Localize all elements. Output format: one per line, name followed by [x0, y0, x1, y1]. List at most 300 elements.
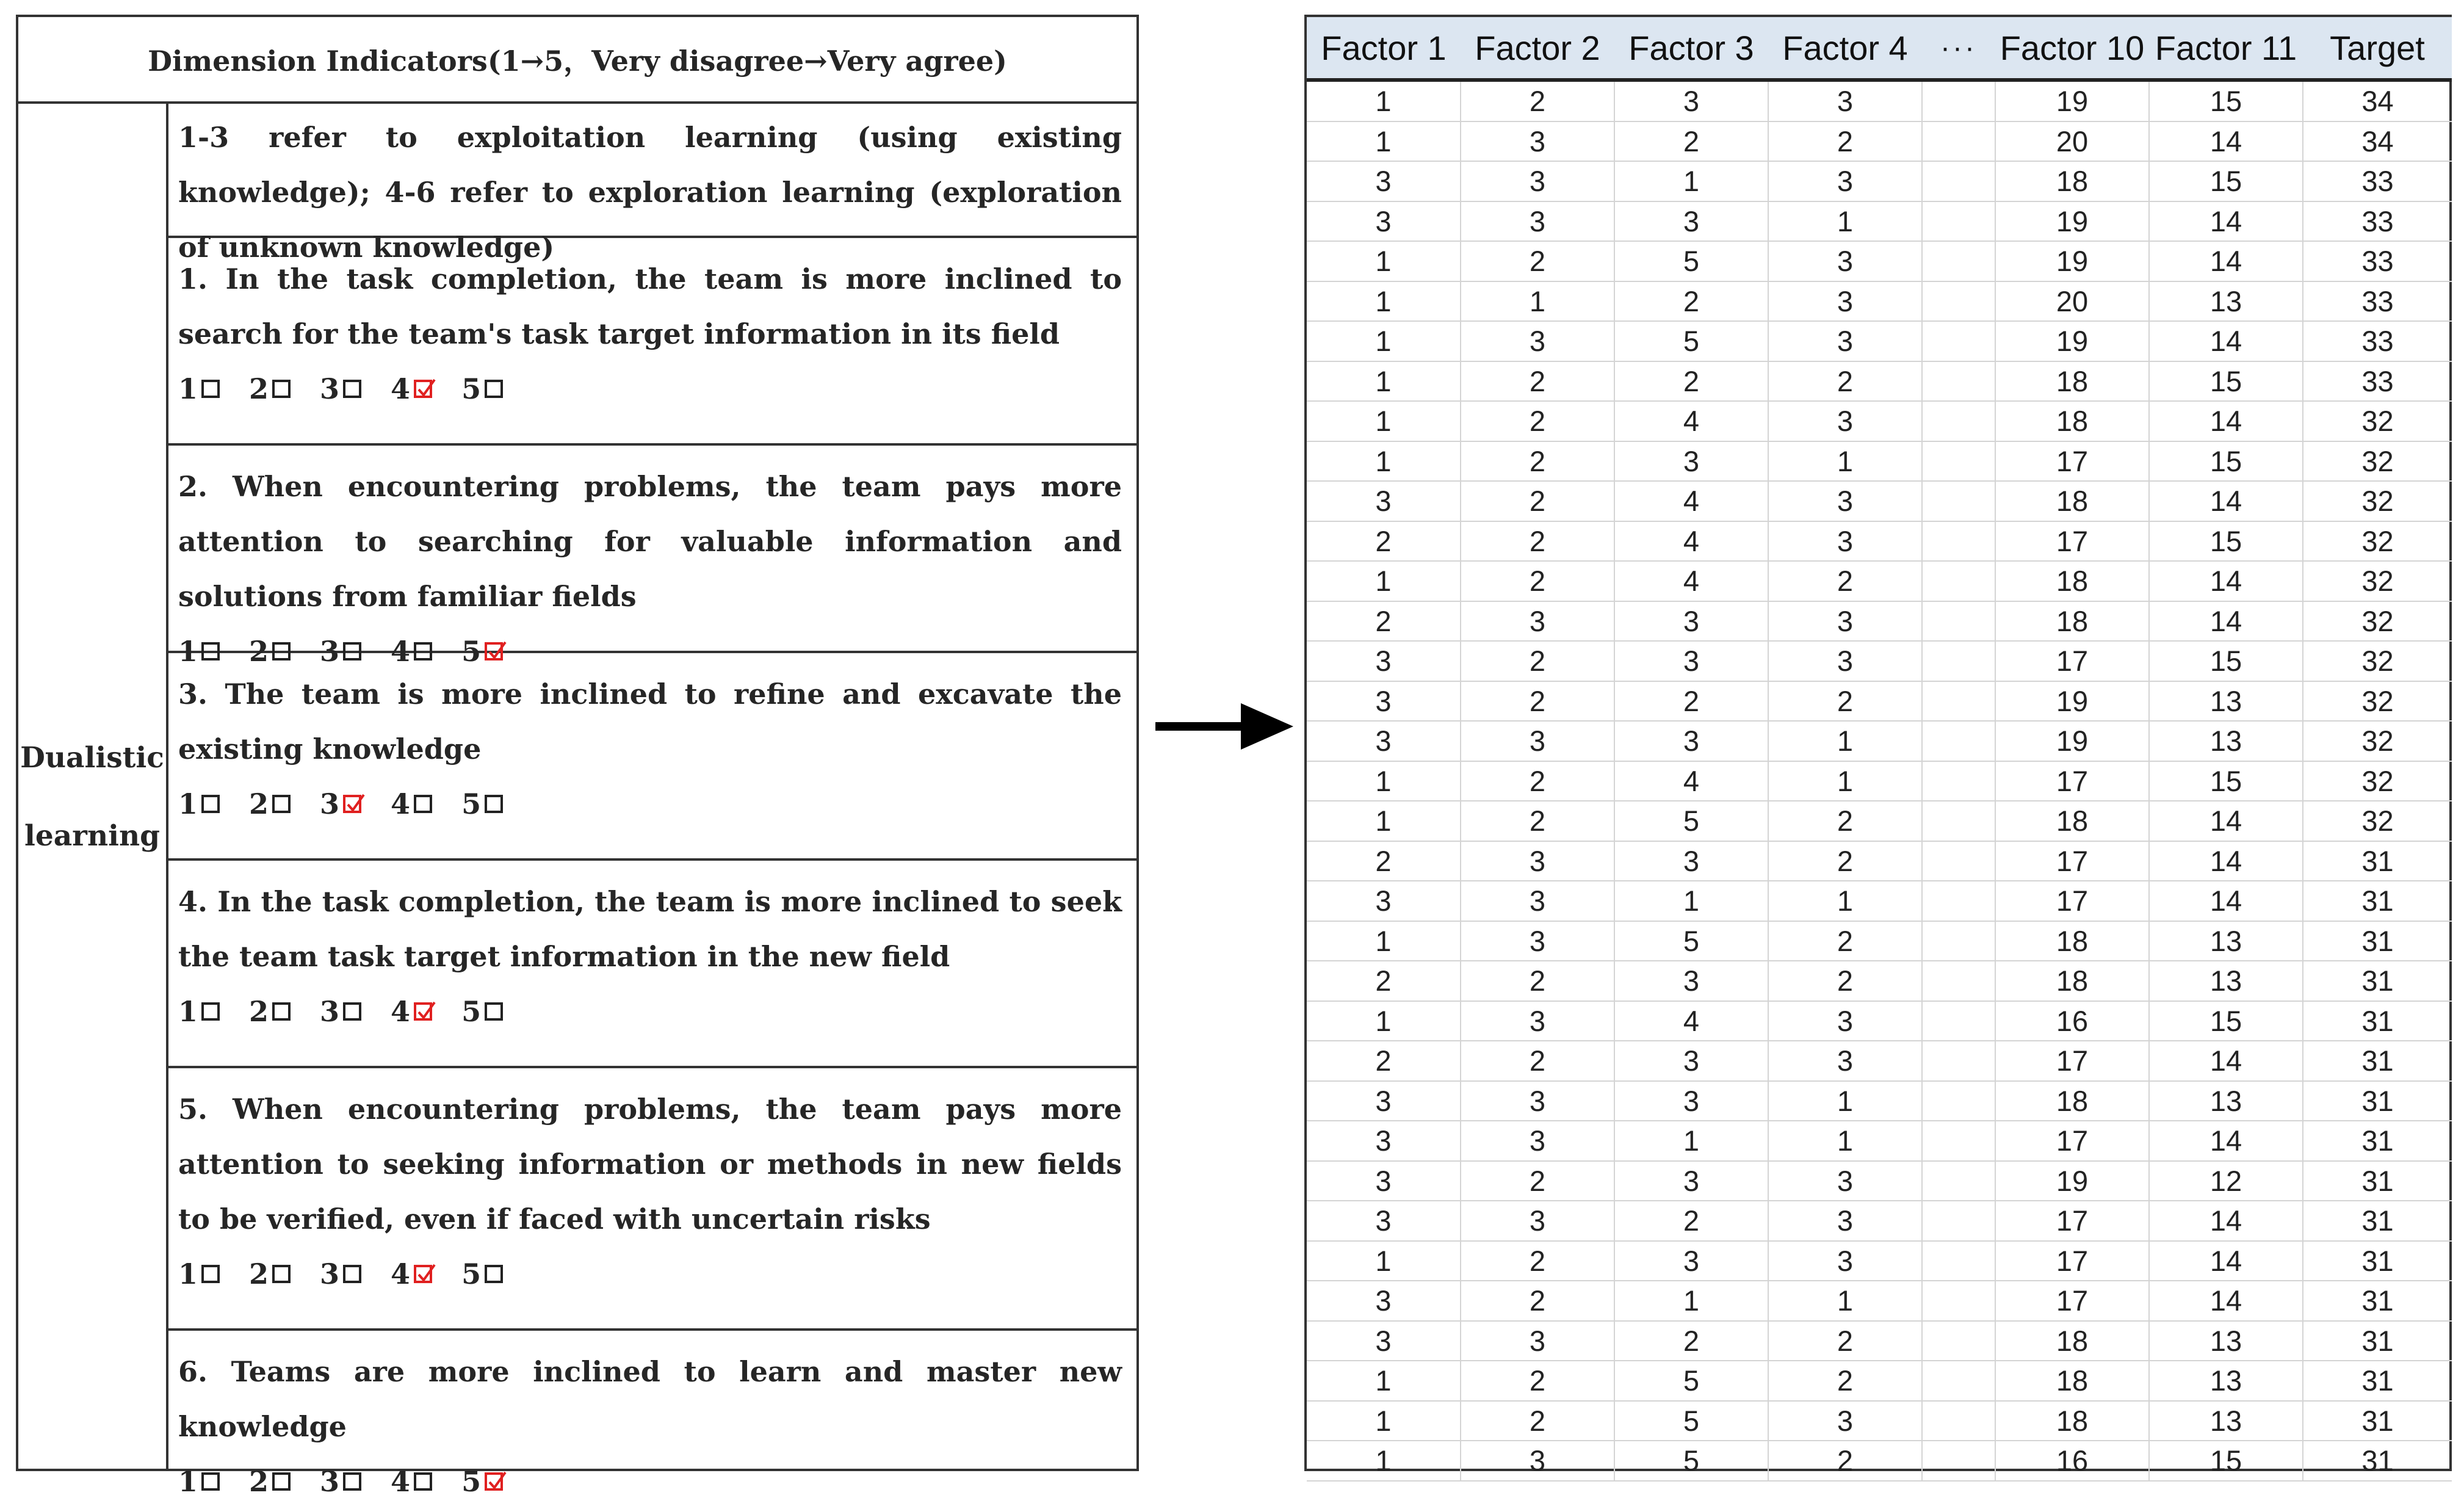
table-cell[interactable]: 2 — [1768, 561, 1922, 601]
table-cell[interactable]: 3 — [1307, 1281, 1461, 1321]
table-cell[interactable] — [1922, 641, 1995, 681]
table-cell[interactable]: 33 — [2303, 281, 2452, 322]
table-cell[interactable]: 3 — [1768, 1041, 1922, 1081]
table-cell[interactable]: 2 — [1461, 361, 1614, 402]
table-cell[interactable] — [1922, 121, 1995, 162]
table-cell[interactable]: 3 — [1614, 1241, 1768, 1281]
rating-option[interactable] — [391, 372, 432, 405]
table-cell[interactable]: 3 — [1614, 201, 1768, 242]
table-cell[interactable]: 31 — [2303, 881, 2452, 921]
table-cell[interactable]: 17 — [1995, 1041, 2149, 1081]
table-cell[interactable]: 2 — [1461, 241, 1614, 281]
checkbox-icon[interactable] — [272, 1472, 291, 1491]
table-cell[interactable]: 14 — [2149, 481, 2303, 521]
table-cell[interactable]: 2 — [1461, 1041, 1614, 1081]
table-cell[interactable]: 14 — [2149, 401, 2303, 441]
table-cell[interactable]: 13 — [2149, 1081, 2303, 1121]
table-cell[interactable]: 1 — [1307, 1001, 1461, 1041]
table-cell[interactable]: 31 — [2303, 1121, 2452, 1161]
table-cell[interactable]: 17 — [1995, 881, 2149, 921]
table-cell[interactable] — [1922, 1321, 1995, 1361]
table-cell[interactable]: 19 — [1995, 80, 2149, 121]
table-cell[interactable]: 14 — [2149, 841, 2303, 881]
table-cell[interactable]: 17 — [1995, 441, 2149, 482]
checked-checkbox-icon[interactable] — [414, 1002, 432, 1021]
table-cell[interactable] — [1922, 921, 1995, 961]
table-cell[interactable]: 3 — [1461, 921, 1614, 961]
table-cell[interactable]: 3 — [1768, 1201, 1922, 1241]
table-cell[interactable]: 3 — [1768, 80, 1922, 121]
table-cell[interactable]: 1 — [1307, 1361, 1461, 1401]
table-cell[interactable]: 31 — [2303, 1001, 2452, 1041]
table-cell[interactable]: 15 — [2149, 1001, 2303, 1041]
table-cell[interactable]: 32 — [2303, 641, 2452, 681]
checkbox-icon[interactable] — [272, 1002, 291, 1021]
table-cell[interactable]: 17 — [1995, 1241, 2149, 1281]
table-cell[interactable]: 2 — [1614, 681, 1768, 722]
table-cell[interactable]: 5 — [1614, 801, 1768, 841]
table-cell[interactable]: 3 — [1461, 601, 1614, 642]
table-cell[interactable]: 3 — [1307, 721, 1461, 761]
table-cell[interactable]: 4 — [1614, 761, 1768, 801]
table-cell[interactable]: 3 — [1307, 881, 1461, 921]
table-cell[interactable]: 2 — [1768, 921, 1922, 961]
table-cell[interactable]: 3 — [1461, 1441, 1614, 1481]
table-cell[interactable]: 2 — [1614, 121, 1768, 162]
table-cell[interactable]: 1 — [1307, 281, 1461, 322]
table-cell[interactable]: 31 — [2303, 1361, 2452, 1401]
table-cell[interactable]: 19 — [1995, 1161, 2149, 1201]
checkbox-icon[interactable] — [201, 380, 220, 398]
table-cell[interactable]: 13 — [2149, 1321, 2303, 1361]
table-cell[interactable]: 2 — [1461, 1161, 1614, 1201]
table-cell[interactable]: 32 — [2303, 721, 2452, 761]
rating-option[interactable] — [178, 1465, 220, 1498]
table-cell[interactable]: 2 — [1307, 601, 1461, 642]
table-cell[interactable]: 2 — [1461, 641, 1614, 681]
table-cell[interactable]: 32 — [2303, 761, 2452, 801]
table-cell[interactable]: 15 — [2149, 641, 2303, 681]
table-cell[interactable]: 2 — [1461, 401, 1614, 441]
table-cell[interactable]: 1 — [1768, 1121, 1922, 1161]
table-cell[interactable]: 3 — [1614, 601, 1768, 642]
table-cell[interactable]: 3 — [1461, 121, 1614, 162]
rating-option[interactable] — [461, 787, 503, 820]
table-cell[interactable]: 19 — [1995, 721, 2149, 761]
table-cell[interactable]: 2 — [1461, 561, 1614, 601]
checked-checkbox-icon[interactable] — [414, 380, 432, 398]
rating-option[interactable] — [249, 995, 291, 1028]
table-cell[interactable] — [1922, 761, 1995, 801]
table-cell[interactable]: 2 — [1461, 1401, 1614, 1441]
table-cell[interactable] — [1922, 681, 1995, 722]
table-cell[interactable]: 5 — [1614, 1401, 1768, 1441]
table-cell[interactable]: 4 — [1614, 401, 1768, 441]
table-cell[interactable]: 2 — [1461, 521, 1614, 562]
table-cell[interactable]: 31 — [2303, 1401, 2452, 1441]
table-cell[interactable]: 32 — [2303, 441, 2452, 482]
table-cell[interactable]: 5 — [1614, 1361, 1768, 1401]
checkbox-icon[interactable] — [201, 1265, 220, 1283]
table-cell[interactable]: 31 — [2303, 1441, 2452, 1481]
rating-option[interactable] — [461, 1257, 503, 1290]
table-cell[interactable]: 1 — [1461, 281, 1614, 322]
table-cell[interactable]: 3 — [1461, 1001, 1614, 1041]
table-cell[interactable]: 1 — [1307, 561, 1461, 601]
table-cell[interactable]: 2 — [1768, 801, 1922, 841]
table-cell[interactable]: 14 — [2149, 1121, 2303, 1161]
table-cell[interactable]: 18 — [1995, 1401, 2149, 1441]
table-cell[interactable]: 1 — [1307, 241, 1461, 281]
table-cell[interactable]: 18 — [1995, 481, 2149, 521]
table-cell[interactable]: 3 — [1307, 641, 1461, 681]
table-cell[interactable]: 1 — [1307, 121, 1461, 162]
table-cell[interactable]: 15 — [2149, 80, 2303, 121]
table-cell[interactable] — [1922, 521, 1995, 562]
table-cell[interactable] — [1922, 1441, 1995, 1481]
table-cell[interactable] — [1922, 321, 1995, 361]
checkbox-icon[interactable] — [343, 1472, 361, 1491]
rating-option[interactable] — [320, 1257, 361, 1290]
table-cell[interactable]: 14 — [2149, 1281, 2303, 1321]
table-cell[interactable]: 1 — [1307, 1401, 1461, 1441]
table-cell[interactable]: 1 — [1768, 201, 1922, 242]
table-cell[interactable]: 3 — [1307, 201, 1461, 242]
table-cell[interactable]: 14 — [2149, 1041, 2303, 1081]
table-cell[interactable] — [1922, 1081, 1995, 1121]
table-cell[interactable]: 2 — [1768, 361, 1922, 402]
table-cell[interactable]: 33 — [2303, 361, 2452, 402]
table-cell[interactable]: 18 — [1995, 161, 2149, 201]
rating-option[interactable] — [178, 1257, 220, 1290]
rating-option[interactable] — [178, 372, 220, 405]
table-cell[interactable]: 3 — [1768, 601, 1922, 642]
table-cell[interactable]: 2 — [1768, 1321, 1922, 1361]
checkbox-icon[interactable] — [485, 1002, 503, 1021]
table-cell[interactable]: 14 — [2149, 121, 2303, 162]
table-cell[interactable]: 5 — [1614, 241, 1768, 281]
table-cell[interactable]: 14 — [2149, 1201, 2303, 1241]
table-cell[interactable]: 15 — [2149, 161, 2303, 201]
table-cell[interactable]: 3 — [1307, 1321, 1461, 1361]
table-cell[interactable]: 1 — [1614, 1121, 1768, 1161]
table-cell[interactable]: 1 — [1307, 921, 1461, 961]
table-cell[interactable]: 17 — [1995, 521, 2149, 562]
table-cell[interactable]: 31 — [2303, 961, 2452, 1001]
table-cell[interactable]: 3 — [1461, 1121, 1614, 1161]
checkbox-icon[interactable] — [414, 795, 432, 813]
table-cell[interactable]: 5 — [1614, 1441, 1768, 1481]
rating-option[interactable] — [320, 372, 361, 405]
table-cell[interactable]: 3 — [1768, 321, 1922, 361]
table-cell[interactable]: 14 — [2149, 561, 2303, 601]
table-cell[interactable] — [1922, 481, 1995, 521]
table-cell[interactable]: 1 — [1614, 1281, 1768, 1321]
table-cell[interactable]: 19 — [1995, 681, 2149, 722]
table-cell[interactable] — [1922, 441, 1995, 482]
table-cell[interactable]: 13 — [2149, 921, 2303, 961]
table-cell[interactable] — [1922, 361, 1995, 402]
table-cell[interactable]: 14 — [2149, 601, 2303, 642]
checkbox-icon[interactable] — [201, 1472, 220, 1491]
table-cell[interactable]: 2 — [1461, 80, 1614, 121]
table-cell[interactable] — [1922, 1041, 1995, 1081]
table-cell[interactable]: 17 — [1995, 1281, 2149, 1321]
table-cell[interactable]: 2 — [1614, 281, 1768, 322]
table-cell[interactable]: 15 — [2149, 361, 2303, 402]
table-cell[interactable]: 3 — [1461, 721, 1614, 761]
table-cell[interactable] — [1922, 801, 1995, 841]
table-cell[interactable]: 14 — [2149, 801, 2303, 841]
rating-option[interactable] — [249, 1257, 291, 1290]
table-cell[interactable]: 32 — [2303, 521, 2452, 562]
table-cell[interactable] — [1922, 241, 1995, 281]
table-cell[interactable]: 3 — [1307, 481, 1461, 521]
table-cell[interactable]: 3 — [1461, 201, 1614, 242]
table-cell[interactable]: 3 — [1614, 721, 1768, 761]
rating-option[interactable] — [178, 995, 220, 1028]
table-cell[interactable]: 33 — [2303, 161, 2452, 201]
table-cell[interactable] — [1922, 401, 1995, 441]
table-cell[interactable]: 3 — [1461, 881, 1614, 921]
table-cell[interactable]: 16 — [1995, 1441, 2149, 1481]
table-cell[interactable] — [1922, 721, 1995, 761]
table-cell[interactable]: 2 — [1614, 1201, 1768, 1241]
table-cell[interactable]: 3 — [1461, 161, 1614, 201]
rating-option[interactable] — [320, 787, 361, 820]
table-cell[interactable]: 31 — [2303, 1321, 2452, 1361]
table-cell[interactable]: 17 — [1995, 641, 2149, 681]
table-cell[interactable]: 1 — [1768, 441, 1922, 482]
rating-option[interactable] — [249, 787, 291, 820]
table-cell[interactable]: 34 — [2303, 121, 2452, 162]
table-cell[interactable]: 1 — [1307, 321, 1461, 361]
table-cell[interactable]: 19 — [1995, 201, 2149, 242]
table-cell[interactable]: 2 — [1307, 1041, 1461, 1081]
table-cell[interactable]: 2 — [1461, 1241, 1614, 1281]
rating-option[interactable] — [249, 372, 291, 405]
table-cell[interactable]: 1 — [1307, 761, 1461, 801]
table-cell[interactable]: 5 — [1614, 321, 1768, 361]
table-cell[interactable]: 31 — [2303, 1161, 2452, 1201]
table-cell[interactable]: 19 — [1995, 241, 2149, 281]
table-cell[interactable]: 1 — [1768, 721, 1922, 761]
table-cell[interactable] — [1922, 1001, 1995, 1041]
table-cell[interactable]: 3 — [1768, 1401, 1922, 1441]
table-cell[interactable]: 1 — [1307, 1441, 1461, 1481]
table-cell[interactable]: 3 — [1461, 841, 1614, 881]
checkbox-icon[interactable] — [201, 1002, 220, 1021]
table-cell[interactable]: 13 — [2149, 281, 2303, 322]
table-cell[interactable] — [1922, 561, 1995, 601]
checkbox-icon[interactable] — [485, 795, 503, 813]
table-cell[interactable]: 31 — [2303, 841, 2452, 881]
checkbox-icon[interactable] — [201, 795, 220, 813]
table-cell[interactable]: 3 — [1307, 1161, 1461, 1201]
table-cell[interactable]: 33 — [2303, 241, 2452, 281]
table-cell[interactable]: 2 — [1307, 961, 1461, 1001]
table-cell[interactable]: 3 — [1768, 161, 1922, 201]
table-cell[interactable]: 15 — [2149, 761, 2303, 801]
table-cell[interactable]: 2 — [1768, 841, 1922, 881]
checkbox-icon[interactable] — [343, 1002, 361, 1021]
table-cell[interactable]: 2 — [1768, 1361, 1922, 1401]
table-cell[interactable]: 20 — [1995, 121, 2149, 162]
table-cell[interactable]: 18 — [1995, 401, 2149, 441]
table-cell[interactable]: 1 — [1307, 401, 1461, 441]
table-cell[interactable]: 3 — [1461, 1201, 1614, 1241]
table-cell[interactable]: 3 — [1768, 521, 1922, 562]
table-cell[interactable]: 18 — [1995, 601, 2149, 642]
table-cell[interactable]: 1 — [1768, 881, 1922, 921]
rating-option[interactable] — [391, 787, 432, 820]
table-cell[interactable]: 3 — [1768, 1001, 1922, 1041]
table-cell[interactable]: 33 — [2303, 321, 2452, 361]
table-cell[interactable]: 31 — [2303, 1081, 2452, 1121]
table-cell[interactable]: 3 — [1768, 241, 1922, 281]
table-cell[interactable]: 14 — [2149, 241, 2303, 281]
table-cell[interactable]: 3 — [1307, 681, 1461, 722]
table-cell[interactable]: 2 — [1614, 361, 1768, 402]
table-cell[interactable]: 32 — [2303, 481, 2452, 521]
table-cell[interactable]: 2 — [1461, 1361, 1614, 1401]
table-cell[interactable]: 13 — [2149, 1361, 2303, 1401]
checkbox-icon[interactable] — [343, 380, 361, 398]
table-cell[interactable]: 17 — [1995, 1201, 2149, 1241]
table-cell[interactable] — [1922, 201, 1995, 242]
table-cell[interactable]: 19 — [1995, 321, 2149, 361]
checkbox-icon[interactable] — [343, 1265, 361, 1283]
rating-option[interactable] — [178, 787, 220, 820]
checkbox-icon[interactable] — [485, 380, 503, 398]
table-cell[interactable]: 3 — [1461, 321, 1614, 361]
rating-option[interactable] — [461, 372, 503, 405]
table-cell[interactable] — [1922, 1121, 1995, 1161]
table-cell[interactable]: 1 — [1307, 1241, 1461, 1281]
rating-option[interactable] — [461, 995, 503, 1028]
table-cell[interactable] — [1922, 961, 1995, 1001]
table-cell[interactable]: 34 — [2303, 80, 2452, 121]
table-cell[interactable]: 3 — [1614, 1161, 1768, 1201]
table-cell[interactable] — [1922, 1201, 1995, 1241]
table-cell[interactable]: 2 — [1461, 801, 1614, 841]
table-cell[interactable]: 12 — [2149, 1161, 2303, 1201]
rating-option[interactable] — [391, 1257, 432, 1290]
table-cell[interactable]: 14 — [2149, 201, 2303, 242]
table-cell[interactable]: 3 — [1768, 1161, 1922, 1201]
table-cell[interactable]: 3 — [1307, 1081, 1461, 1121]
table-cell[interactable]: 2 — [1461, 1281, 1614, 1321]
table-cell[interactable]: 3 — [1768, 641, 1922, 681]
checkbox-icon[interactable] — [272, 380, 291, 398]
table-cell[interactable]: 3 — [1614, 1081, 1768, 1121]
checked-checkbox-icon[interactable] — [485, 1472, 503, 1491]
table-cell[interactable]: 33 — [2303, 201, 2452, 242]
table-cell[interactable]: 13 — [2149, 721, 2303, 761]
table-cell[interactable]: 15 — [2149, 521, 2303, 562]
table-cell[interactable]: 2 — [1461, 961, 1614, 1001]
table-cell[interactable] — [1922, 80, 1995, 121]
table-cell[interactable]: 1 — [1768, 1081, 1922, 1121]
table-cell[interactable]: 3 — [1768, 1241, 1922, 1281]
table-cell[interactable]: 32 — [2303, 801, 2452, 841]
table-cell[interactable] — [1922, 601, 1995, 642]
table-cell[interactable]: 3 — [1614, 80, 1768, 121]
table-cell[interactable]: 1 — [1307, 361, 1461, 402]
rating-option[interactable] — [391, 1465, 432, 1498]
table-cell[interactable]: 15 — [2149, 1441, 2303, 1481]
rating-option[interactable] — [461, 1465, 503, 1498]
table-cell[interactable]: 18 — [1995, 561, 2149, 601]
table-cell[interactable]: 20 — [1995, 281, 2149, 322]
table-cell[interactable]: 4 — [1614, 1001, 1768, 1041]
table-cell[interactable]: 2 — [1461, 441, 1614, 482]
table-cell[interactable]: 18 — [1995, 801, 2149, 841]
checkbox-icon[interactable] — [272, 795, 291, 813]
table-cell[interactable] — [1922, 1241, 1995, 1281]
table-cell[interactable]: 1 — [1307, 80, 1461, 121]
table-cell[interactable]: 14 — [2149, 321, 2303, 361]
table-cell[interactable] — [1922, 841, 1995, 881]
table-cell[interactable]: 3 — [1461, 1081, 1614, 1121]
rating-option[interactable] — [249, 1465, 291, 1498]
table-cell[interactable]: 31 — [2303, 1241, 2452, 1281]
table-cell[interactable]: 1 — [1307, 801, 1461, 841]
table-cell[interactable]: 1 — [1768, 761, 1922, 801]
table-cell[interactable]: 3 — [1614, 841, 1768, 881]
table-cell[interactable]: 2 — [1614, 1321, 1768, 1361]
checkbox-icon[interactable] — [414, 1472, 432, 1491]
table-cell[interactable]: 4 — [1614, 561, 1768, 601]
table-cell[interactable]: 5 — [1614, 921, 1768, 961]
checkbox-icon[interactable] — [272, 1265, 291, 1283]
table-cell[interactable]: 3 — [1614, 641, 1768, 681]
table-cell[interactable]: 3 — [1768, 481, 1922, 521]
table-cell[interactable]: 16 — [1995, 1001, 2149, 1041]
table-cell[interactable]: 2 — [1307, 841, 1461, 881]
table-cell[interactable]: 31 — [2303, 1041, 2452, 1081]
table-cell[interactable]: 3 — [1614, 961, 1768, 1001]
table-cell[interactable]: 2 — [1768, 1441, 1922, 1481]
table-cell[interactable]: 32 — [2303, 681, 2452, 722]
table-cell[interactable]: 13 — [2149, 681, 2303, 722]
table-cell[interactable]: 1 — [1614, 881, 1768, 921]
table-cell[interactable] — [1922, 1401, 1995, 1441]
table-cell[interactable]: 32 — [2303, 401, 2452, 441]
table-cell[interactable]: 3 — [1768, 281, 1922, 322]
table-cell[interactable]: 13 — [2149, 961, 2303, 1001]
table-cell[interactable]: 18 — [1995, 1321, 2149, 1361]
rating-option[interactable] — [320, 1465, 361, 1498]
rating-option[interactable] — [391, 995, 432, 1028]
table-cell[interactable]: 3 — [1768, 401, 1922, 441]
checked-checkbox-icon[interactable] — [414, 1265, 432, 1283]
table-cell[interactable]: 18 — [1995, 921, 2149, 961]
table-cell[interactable]: 3 — [1614, 441, 1768, 482]
table-cell[interactable]: 17 — [1995, 1121, 2149, 1161]
table-cell[interactable]: 2 — [1461, 681, 1614, 722]
table-cell[interactable]: 32 — [2303, 561, 2452, 601]
table-cell[interactable]: 4 — [1614, 521, 1768, 562]
table-cell[interactable]: 1 — [1768, 1281, 1922, 1321]
table-cell[interactable]: 17 — [1995, 841, 2149, 881]
table-cell[interactable]: 2 — [1461, 761, 1614, 801]
table-cell[interactable]: 2 — [1768, 121, 1922, 162]
table-cell[interactable]: 14 — [2149, 881, 2303, 921]
table-cell[interactable]: 3 — [1307, 1201, 1461, 1241]
table-cell[interactable]: 3 — [1614, 1041, 1768, 1081]
table-cell[interactable]: 2 — [1461, 481, 1614, 521]
